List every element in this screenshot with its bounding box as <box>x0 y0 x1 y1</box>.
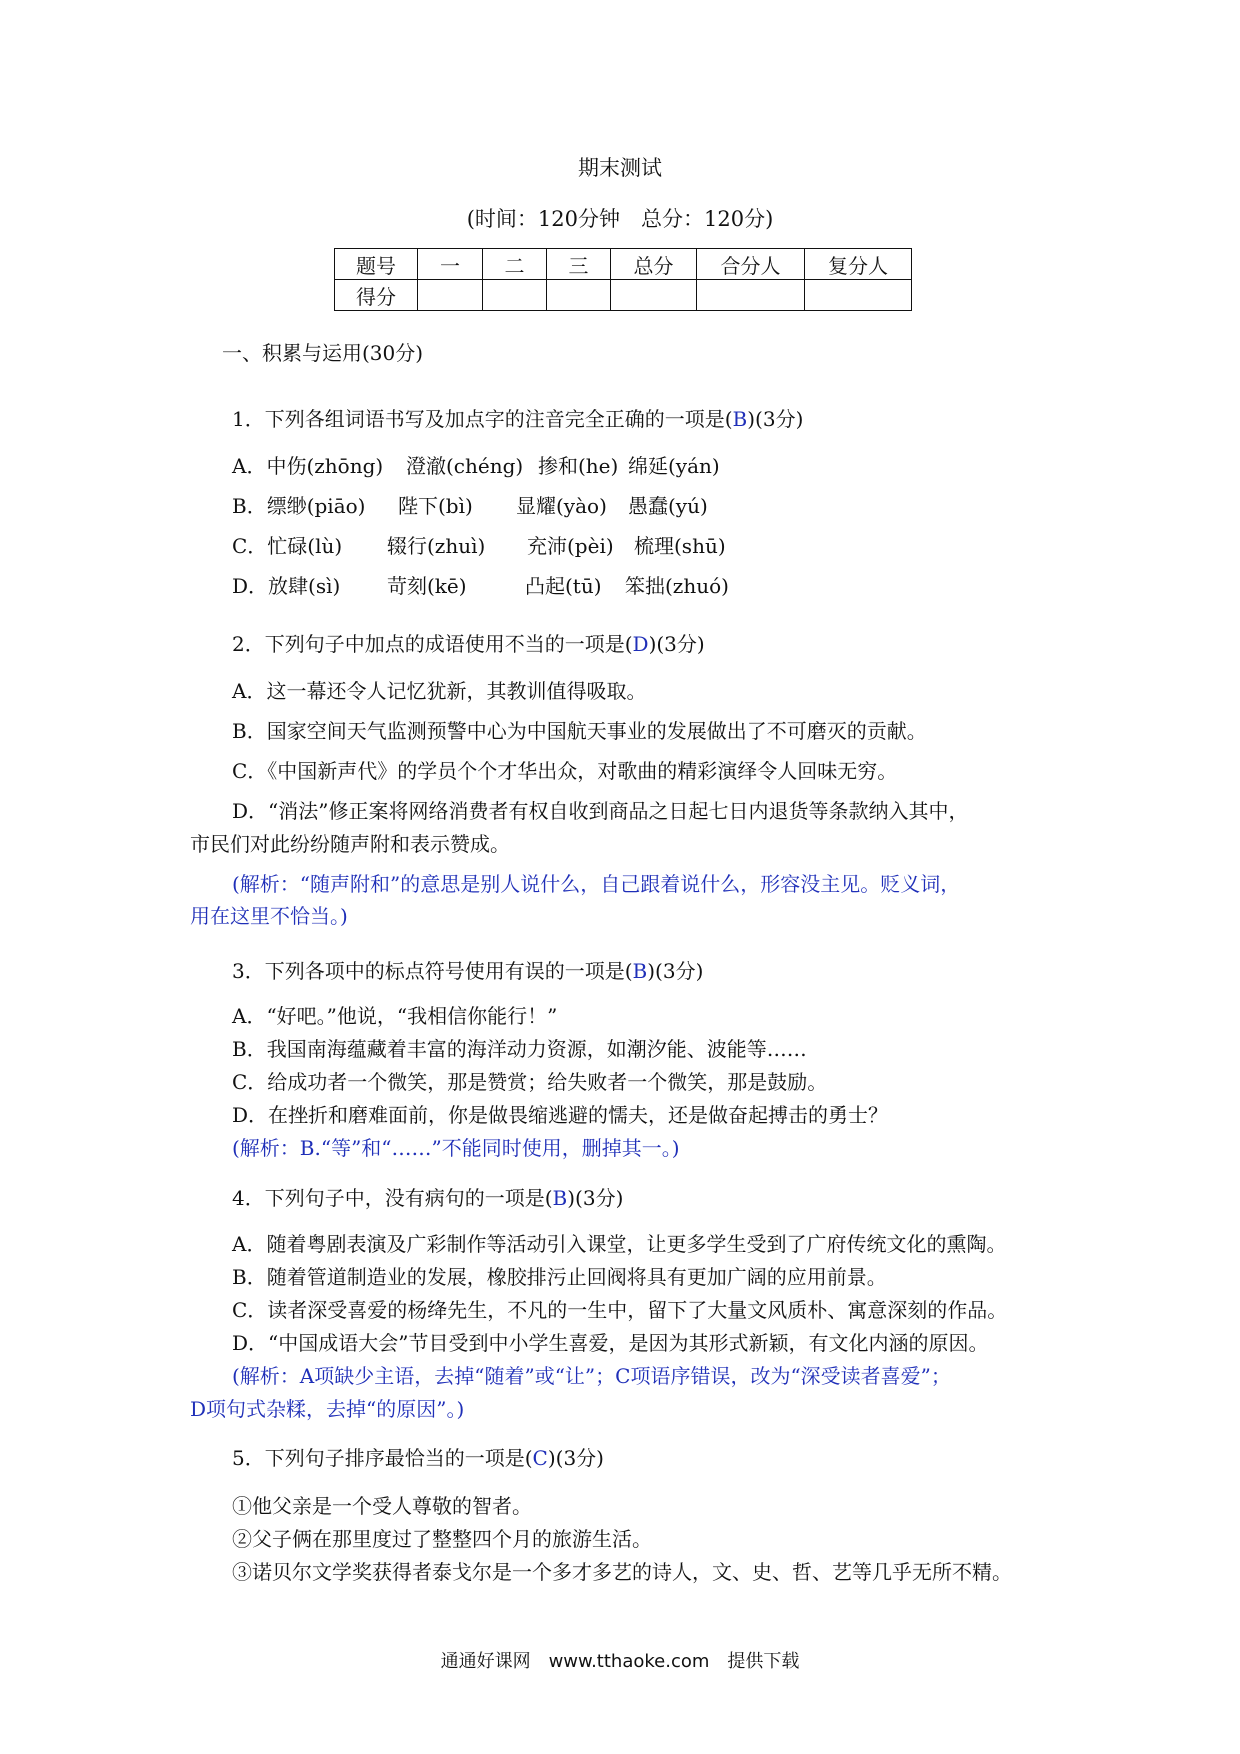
question-text: 2．下列句子中加点的成语使用不当的一项是( <box>232 632 633 656</box>
option-word: 绵延(yán) <box>628 454 720 478</box>
option-word: B．缥缈(piāo) <box>232 494 366 518</box>
table-cell: 合分人 <box>697 249 805 280</box>
score-note: )(3分) <box>648 632 705 656</box>
option-word: 显耀(yào) <box>516 494 607 518</box>
option-b: B．国家空间天气监测预警中心为中国航天事业的发展做出了不可磨灭的贡献。 <box>232 719 927 743</box>
table-row <box>335 280 912 311</box>
score-note: )(3分) <box>647 959 704 983</box>
option-word: 陛下(bì) <box>398 494 473 518</box>
option-word: 梳理(shū) <box>634 534 726 558</box>
question-3 <box>232 955 703 984</box>
option-word: C．忙碌(lù) <box>232 534 343 558</box>
analysis-note: (解析：B.“等”和“……”不能同时使用，删掉其一。) <box>232 1136 680 1160</box>
option-d-continued: 市民们对此纷纷随声附和表示赞成。 <box>190 832 510 856</box>
question-2 <box>232 628 705 657</box>
option-word: 充沛(pèi) <box>527 534 614 558</box>
score-note: )(3分) <box>747 407 804 431</box>
option-word: 笨拙(zhuó) <box>625 574 729 598</box>
analysis-note-continued: 用在这里不恰当。) <box>190 904 348 928</box>
table-cell: 得分 <box>335 280 418 311</box>
option-c <box>232 530 726 559</box>
option-d: D．在挫折和磨难面前，你是做畏缩逃避的懦夫，还是做奋起搏击的勇士？ <box>232 1103 889 1127</box>
option-d: D．“消法”修正案将网络消费者有权自收到商品之日起七日内退货等条款纳入其中， <box>232 799 969 823</box>
question-text: 4．下列句子中，没有病句的一项是( <box>232 1186 553 1210</box>
table-cell <box>483 280 547 311</box>
answer: B <box>552 1186 568 1210</box>
answer: C <box>532 1446 548 1470</box>
question-text: 5．下列句子排序最恰当的一项是( <box>232 1446 533 1470</box>
question-text: 3．下列各项中的标点符号使用有误的一项是( <box>232 959 633 983</box>
option-word: A．中伤(zhōng) <box>232 454 384 478</box>
sentence-2: ②父子俩在那里度过了整整四个月的旅游生活。 <box>232 1527 652 1551</box>
score-note: )(3分) <box>567 1186 624 1210</box>
option-word: 苛刻(kē) <box>387 574 467 598</box>
table-cell <box>805 280 912 311</box>
analysis-note: (解析：“随声附和”的意思是别人说什么，自己跟着说什么，形容没主见。贬义词， <box>232 872 961 896</box>
section-heading: 一、积累与运用(30分) <box>222 341 424 365</box>
option-b: B．我国南海蕴藏着丰富的海洋动力资源，如潮汐能、波能等…… <box>232 1037 807 1061</box>
option-word: 掺和(he) <box>538 454 619 478</box>
option-b: B．随着管道制造业的发展，橡胶排污止回阀将具有更加广阔的应用前景。 <box>232 1265 887 1289</box>
table-cell <box>418 280 483 311</box>
option-word: D．放肆(sì) <box>232 574 341 598</box>
option-word: 澄澈(chéng) <box>406 454 524 478</box>
table-cell <box>697 280 805 311</box>
page-footer: 通通好课网 www.tthaoke.com 提供下载 <box>440 1651 800 1672</box>
sentence-3: ③诺贝尔文学奖获得者泰戈尔是一个多才多艺的诗人，文、史、哲、艺等几乎无所不精。 <box>232 1560 1012 1584</box>
page-title: 期末测试 <box>578 156 662 180</box>
question-1 <box>232 403 803 432</box>
score-table <box>334 248 912 311</box>
answer: B <box>632 959 648 983</box>
option-word: 凸起(tū) <box>525 574 602 598</box>
option-c: C．读者深受喜爱的杨绛先生，不凡的一生中，留下了大量文风质朴、寓意深刻的作品。 <box>232 1298 1008 1322</box>
option-a <box>232 450 720 479</box>
table-cell <box>547 280 611 311</box>
option-a: A．这一幕还令人记忆犹新，其教训值得吸取。 <box>232 679 647 703</box>
option-d: D．“中国成语大会”节目受到中小学生喜爱，是因为其形式新颖，有文化内涵的原因。 <box>232 1331 989 1355</box>
table-cell <box>611 280 697 311</box>
page-subtitle: (时间：120分钟 总分：120分) <box>466 207 774 231</box>
table-cell: 三 <box>547 249 611 280</box>
option-a: A．随着粤剧表演及广彩制作等活动引入课堂，让更多学生受到了广府传统文化的熏陶。 <box>232 1232 1007 1256</box>
question-text: 1．下列各组词语书写及加点字的注音完全正确的一项是( <box>232 407 733 431</box>
option-c: C．给成功者一个微笑，那是赞赏；给失败者一个微笑，那是鼓励。 <box>232 1070 828 1094</box>
table-cell: 题号 <box>335 249 418 280</box>
table-row <box>335 249 912 280</box>
analysis-note: (解析：A项缺少主语，去掉“随着”或“让”；C项语序错误，改为“深受读者喜爱”； <box>232 1364 951 1388</box>
question-4 <box>232 1182 623 1211</box>
sentence-1: ①他父亲是一个受人尊敬的智者。 <box>232 1494 532 1518</box>
table-cell: 总分 <box>611 249 697 280</box>
option-a: A．“好吧。”他说，“我相信你能行！” <box>232 1004 558 1028</box>
table-cell: 一 <box>418 249 483 280</box>
option-d <box>232 570 729 599</box>
table-cell: 二 <box>483 249 547 280</box>
option-c: C．《中国新声代》的学员个个才华出众，对歌曲的精彩演绎令人回味无穷。 <box>232 759 898 783</box>
option-word: 愚蠢(yú) <box>628 494 708 518</box>
option-b <box>232 490 708 519</box>
option-word: 辍行(zhuì) <box>387 534 486 558</box>
question-5 <box>232 1442 604 1471</box>
analysis-note-continued: D项句式杂糅，去掉“的原因”。) <box>190 1397 465 1421</box>
table-cell: 复分人 <box>805 249 912 280</box>
answer: B <box>732 407 748 431</box>
score-note: )(3分) <box>547 1446 604 1470</box>
answer: D <box>632 632 649 656</box>
